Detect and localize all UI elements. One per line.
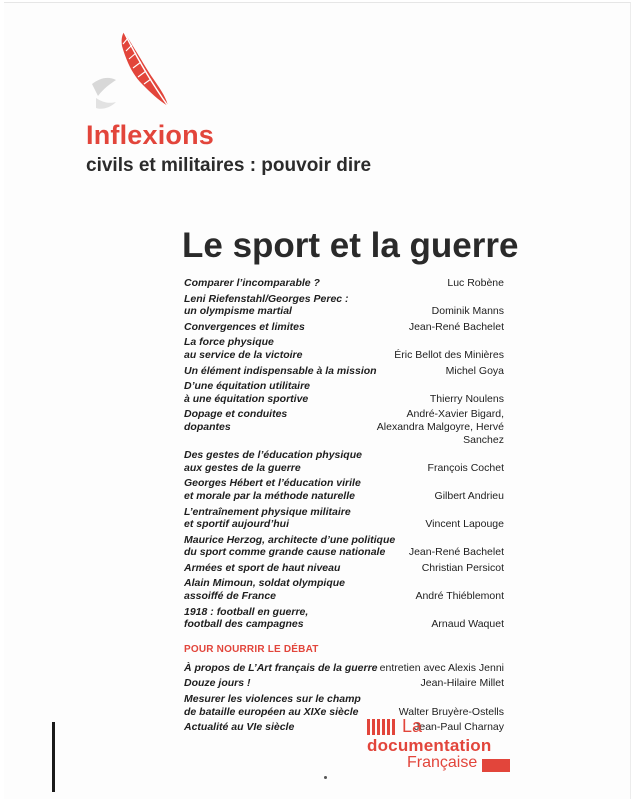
- article-author: Walter Bruyère-Ostells: [398, 705, 504, 718]
- toc-entry: [184, 577, 504, 602]
- article-author: Luc Robène: [447, 277, 504, 289]
- logo-bars-icon: [367, 719, 399, 735]
- article-title: Actualité au VIe siècle: [184, 721, 295, 734]
- tagline: civils et militaires : pouvoir dire: [86, 155, 372, 176]
- article-author: Arnaud Waquet: [431, 618, 504, 631]
- article-title: Dopage et conduites dopantes: [184, 408, 288, 433]
- toc-entry: [184, 534, 504, 559]
- toc-entry: [184, 506, 504, 531]
- article-author: Jean-Hilaire Millet: [420, 677, 504, 690]
- article-title: Des gestes de l’éducation physique aux gestes de la guerre: [184, 449, 362, 474]
- toc-entry: [184, 293, 504, 318]
- article-title: À propos de L’Art français de la guerre: [184, 661, 378, 674]
- article-title: Maurice Herzog, architecte d’une politique du sport comme grande cause nationale: [184, 533, 396, 559]
- quill-feather-icon: [88, 28, 174, 112]
- article-author: André-Xavier Bigard, Alexandra Malgoyre, Hervé Sanchez: [376, 408, 504, 446]
- article-title: La force physique au service de la victoire: [184, 336, 303, 361]
- toc-entry: [184, 606, 504, 631]
- article-title: Douze jours !: [184, 677, 251, 690]
- article-author: Vincent Lapouge: [425, 518, 504, 531]
- article-title: Armées et sport de haut niveau: [184, 561, 341, 574]
- article-author: François Cochet: [427, 461, 504, 474]
- table-of-contents: [184, 277, 504, 737]
- article-title: Alain Mimoun, soldat olympique assoiffé de France: [184, 577, 346, 603]
- debate-entry: [184, 677, 504, 690]
- article-author: entretien avec Alexis Jenni: [379, 661, 504, 674]
- speck: [324, 776, 327, 779]
- edge-mark: [52, 722, 55, 792]
- article-title: D’une équitation utilitaire à une équitation sportive: [184, 380, 311, 405]
- toc-entry: [184, 321, 504, 334]
- article-author: Éric Bellot des Minières: [394, 348, 504, 361]
- toc-entry: [184, 408, 504, 446]
- article-title: 1918 : football en guerre, football des campagnes: [184, 605, 309, 631]
- article-title: Comparer l’incomparable ?: [184, 277, 320, 289]
- toc-entry: [184, 449, 504, 474]
- article-author: Thierry Noulens: [429, 392, 504, 405]
- toc-entry: [184, 562, 504, 575]
- publisher-logo: [367, 716, 517, 775]
- article-author: Christian Persicot: [421, 561, 504, 574]
- article-author: Jean-Paul Charnay: [414, 721, 504, 734]
- article-author: André Thiéblemont: [415, 590, 504, 603]
- toc-entry: [184, 336, 504, 361]
- article-author: Dominik Manns: [431, 305, 504, 318]
- toc-entry: [184, 277, 504, 290]
- debate-entry: [184, 693, 504, 718]
- cover-title: Le sport et la guerre: [182, 226, 519, 265]
- toc-entry: [184, 365, 504, 378]
- article-title: Georges Hébert et l’éducation virile et morale par la méthode naturelle: [184, 477, 361, 502]
- debate-section-heading: POUR NOURRIR LE DÉBAT: [184, 643, 319, 655]
- article-title: Leni Riefenstahl/Georges Perec : un olympisme martial: [184, 292, 349, 318]
- toc-entry: [184, 477, 504, 502]
- article-title: L’entraînement physique militaire et sportif aujourd’hui: [184, 505, 351, 531]
- logo-block: [482, 759, 510, 772]
- article-title: Convergences et limites: [184, 320, 305, 333]
- article-title: Un élément indispensable à la mission: [184, 364, 377, 377]
- toc-entry: [184, 380, 504, 405]
- article-author: Michel Goya: [445, 364, 504, 377]
- article-title: Mesurer les violences sur le champ de bataille européen au XIXe siècle: [184, 693, 361, 718]
- brand-name: Inflexions: [86, 120, 215, 150]
- article-author: Gilbert Andrieu: [434, 489, 504, 502]
- publisher-line3: Française: [407, 754, 478, 771]
- article-author: Jean-René Bachelet: [408, 546, 504, 559]
- publisher-line2: documentation: [367, 736, 492, 755]
- publisher-line1: La: [402, 716, 423, 736]
- debate-entry: [184, 662, 504, 675]
- article-author: Jean-René Bachelet: [408, 320, 504, 333]
